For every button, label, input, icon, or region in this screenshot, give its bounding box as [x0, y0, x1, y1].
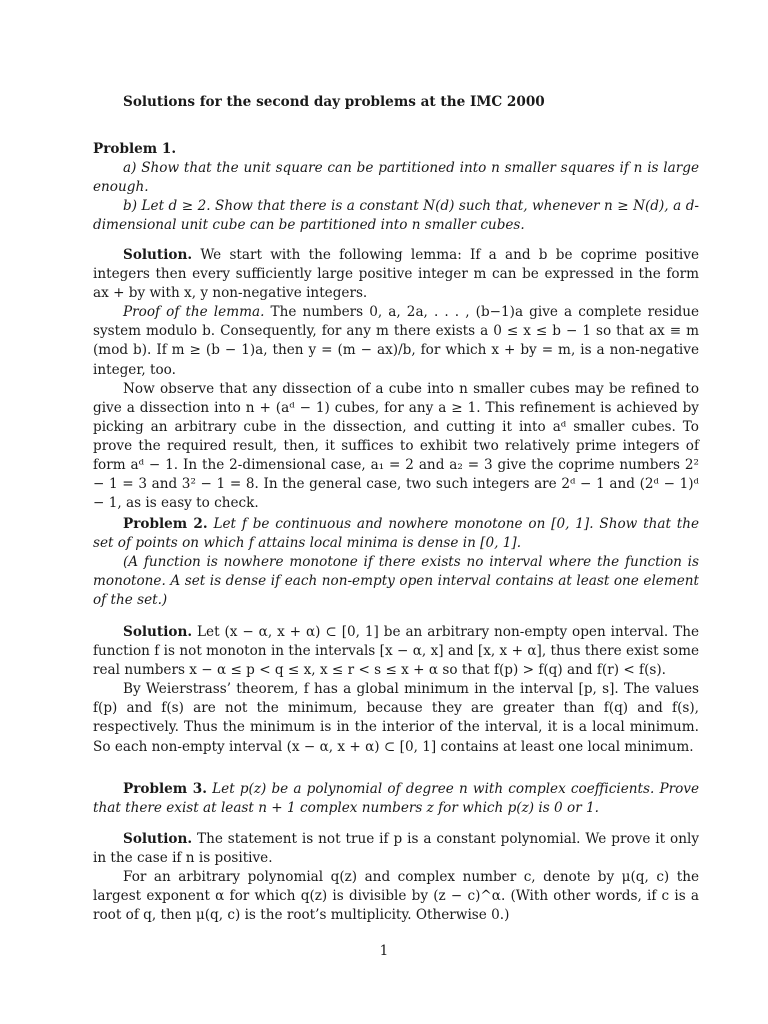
- problem-2-solution-label: Solution.: [123, 624, 193, 640]
- problem-1-solution-p1: We start with the following lemma: If a and b be coprime positive integers then every sufficiently large positive integer m can be expressed in the form ax + by with x, y non-negative integers.: [93, 247, 699, 302]
- problem-3-solution-p2: For an arbitrary polynomial q(z) and complex number c, denote by μ(q, c) the largest exponent α for which q(z) is divisible by (z − c)^α. (With other words, if c is a root of q, then μ(q, c) is the root’s multiplicity. Otherwise 0.): [93, 869, 699, 924]
- problem-1-solution-label: Solution.: [123, 247, 193, 263]
- problem-3-statement: [93, 780, 699, 818]
- problem-3-heading: Problem 3.: [123, 781, 207, 797]
- proof-text: The numbers 0, a, 2a, . . . , (b−1)a give a complete residue system modulo b. Consequently, for any m there exists a 0 ≤ x ≤ b − 1 so that ax ≡ m (mod b). If m ≥ (b − 1)a, then y = (m − ax)/b, for which x + by = m, is a non-negative integer, too.: [93, 304, 700, 378]
- problem-1-solution-p3: Now observe that any dissection of a cube into n smaller cubes may be refined to give a dissection into n + (aᵈ − 1) cubes, for any a ≥ 1. This refinement is achieved by picking an arbitrary cube in the dissection, and cutting it into aᵈ smaller cubes. To prove the required result, then, it suffices to exhibit two relatively prime integers of form aᵈ − 1. In the 2-dimensional case, a₁ = 2 and a₂ = 3 give the coprime numbers 2² − 1 = 3 and 3² − 1 = 8. In the general case, two such integers are 2ᵈ − 1 and (2ᵈ − 1)ᵈ − 1, as is easy to check.: [93, 380, 699, 512]
- problem-2-solution-p1: Let (x − α, x + α) ⊂ [0, 1] be an arbitrary non-empty open interval. The function f is not monoton in the intervals [x − α, x] and [x, x + α], thus there exist some real numbers x − α ≤ p < q ≤ x, x ≤ r < s ≤ x + α so that f(p) > f(q) and f(r) < f(s).: [93, 624, 700, 679]
- problem-1-heading: Problem 1.: [93, 141, 177, 157]
- page-number: 1: [379, 943, 389, 959]
- problem-2-solution: [93, 623, 699, 757]
- proof-label: Proof of the lemma.: [123, 304, 265, 321]
- problem-3-solution-p1: The statement is not true if p is a constant polynomial. We prove it only in the case if n is positive.: [93, 831, 700, 867]
- problem-1-solution: [93, 246, 699, 513]
- document-title: Solutions for the second day problems at the IMC 2000: [123, 94, 545, 110]
- problem-2-solution-p2: By Weierstrass’ theorem, f has a global minimum in the interval [p, s]. The values f(p) and f(s) are not the minimum, because they are greater than f(q) and f(s), respectively. Thus the minimum is in the interior of the interval, it is a local minimum. So each non-empty interval (x − α, x + α) ⊂ [0, 1] contains at least one local minimum.: [93, 681, 699, 755]
- problem-2-note: (A function is nowhere monotone if there exists no interval where the function is monotone. A set is dense if each non-empty open interval contains at least one element of the set.): [93, 554, 699, 609]
- problem-1-part-b: b) Let d ≥ 2. Show that there is a constant N(d) such that, whenever n ≥ N(d), a d-dimensional unit cube can be partitioned into n smaller cubes.: [93, 198, 699, 234]
- problem-3-solution-label: Solution.: [123, 831, 193, 847]
- problem-1-statement: [93, 140, 699, 235]
- problem-2-text: Let f be continuous and nowhere monotone on [0, 1]. Show that the set of points on which f attains local minima is dense in [0, 1].: [93, 516, 700, 552]
- problem-3-text: Let p(z) be a polynomial of degree n with complex coefficients. Prove that there exist at least n + 1 complex numbers z for which p(z) is 0 or 1.: [93, 781, 700, 817]
- problem-3-solution: [93, 830, 699, 925]
- problem-2-statement: [93, 515, 699, 610]
- problem-2-heading: Problem 2.: [123, 516, 208, 532]
- problem-1-part-a: a) Show that the unit square can be partitioned into n smaller squares if n is large enough.: [93, 160, 699, 196]
